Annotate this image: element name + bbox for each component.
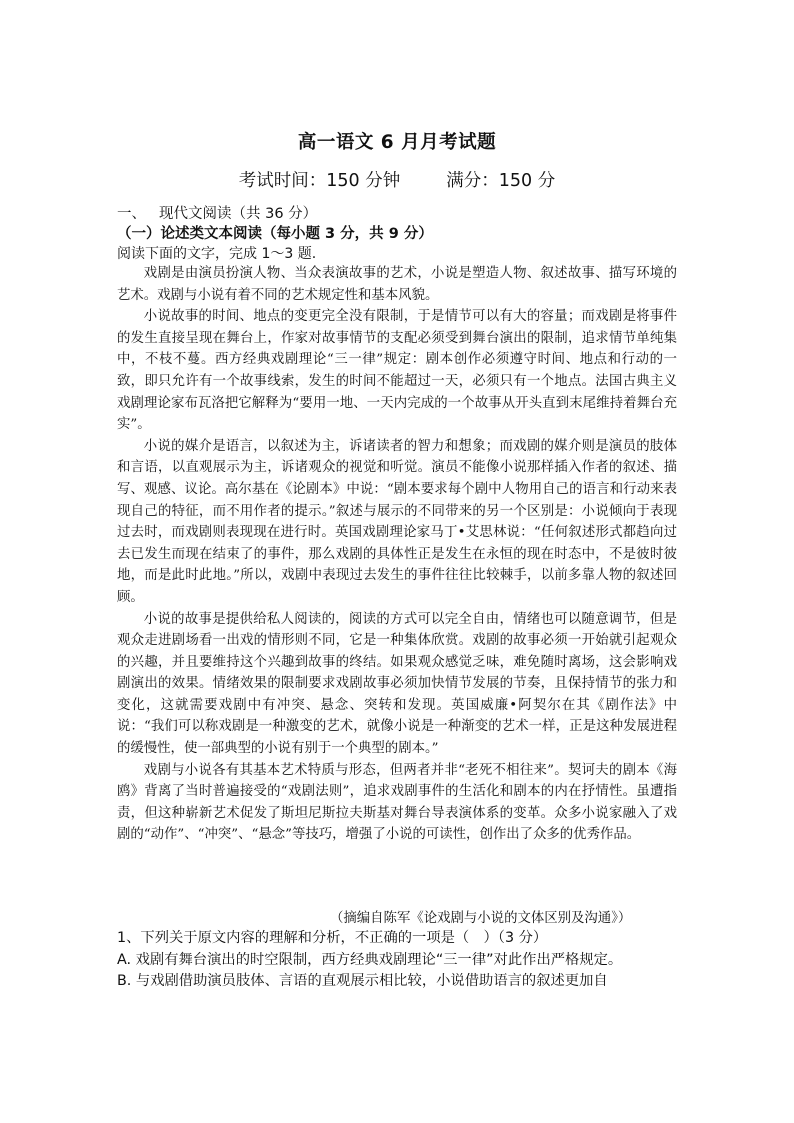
passage-paragraph: 小说故事的时间、地点的变更完全没有限制，于是情节可以有大的容量；而戏剧是将事件的发生直接呈现在舞台上，作家对故事情节的支配必须受到舞台演出的限制，追求情节单纯集中，不枝不蔓。西方经典戏剧理论“三一律”规定：剧本创作必须遵守时间、地点和行动的一致，即只允许有一个故事线索，发生的时间不能超过一天，必须只有一个地点。法国古典主义戏剧理论家布瓦洛把它解释为“要用一地、一天内完成的一个故事从开头直到末尾维持着舞台充实”。 xyxy=(117,309,677,433)
section-heading xyxy=(117,202,317,223)
passage-paragraph: 小说的故事是提供给私人阅读的，阅读的方式可以完全自由，情绪也可以随意调节，但是观众走进剧场看一出戏的情形则不同，它是一种集体欣赏。戏剧的故事必须一开始就引起观众的兴趣，并且要维持这个兴趣到故事的终结。如果观众感觉乏味，难免随时离场，这会影响戏剧演出的效果。情绪效果的限制要求戏剧故事必须加快情节发展的节奏，且保持情节的张力和变化，这就需要戏剧中有冲突、悬念、突转和发现。英国威廉•阿契尔在其《剧作法》中说：“我们可以称戏剧是一种激变的艺术，就像小说是一种渐变的艺术一样，正是这种发展进程的缓慢性，使一部典型的小说有别于一个典型的剧本。” xyxy=(117,611,677,757)
exam-score: 满分：150 分 xyxy=(446,171,556,191)
question-stem: 1、下列关于原文内容的理解和分析，不正确的一项是（ ）（3 分） xyxy=(117,930,548,946)
reading-passage xyxy=(117,263,677,846)
reading-instruction: 阅读下面的文字，完成 1～3 题. xyxy=(117,246,317,262)
section-number: 一、 xyxy=(117,206,146,222)
exam-time: 考试时间：150 分钟 xyxy=(238,171,401,191)
question-1 xyxy=(117,928,677,993)
passage-paragraph: 小说的媒介是语言，以叙述为主，诉诸读者的智力和想象；而戏剧的媒介则是演员的肢体和言语，以直观展示为主，诉诸观众的视觉和听觉。演员不能像小说那样插入作者的叙述、描写、观感、议论。高尔基在《论剧本》中说：“剧本要求每个剧中人物用自己的语言和行动来表现自己的特征，而不用作者的提示。”叙述与展示的不同带来的另一个区别是：小说倾向于表现过去时，而戏剧则表现现在进行时。英国戏剧理论家马丁•艾思林说：“任何叙述形式都趋向过去已发生而现在结束了的事件，那么戏剧的具体性正是发生在永恒的现在时态中，不是彼时彼地，而是此时此地。”所以，戏剧中表现过去发生的事件往往比较棘手，以前多靠人物的叙述回顾。 xyxy=(117,438,677,605)
passage-paragraph: 戏剧与小说各有其基本艺术特质与形态，但两者并非“老死不相往来”。契诃夫的剧本《海鸥》背离了当时普遍接受的“戏剧法则”，追求戏剧事件的生活化和剧本的内在抒情性。虽遭指责，但这种崭新艺术促发了斯坦尼斯拉夫斯基对舞台导表演体系的变革。众多小说家融入了戏剧的“动作”、“冲突”、“悬念”等技巧，增强了小说的可读性，创作出了众多的优秀作品。 xyxy=(117,762,677,843)
option-b: B. 与戏剧借助演员肢体、言语的直观展示相比较，小说借助语言的叙述更加自 xyxy=(117,973,608,989)
passage-source: （摘编自陈军《论戏剧与小说的文体区别及沟通》） xyxy=(330,911,632,926)
passage-paragraph: 戏剧是由演员扮演人物、当众表演故事的艺术，小说是塑造人物、叙述故事、描写环境的艺术。戏剧与小说有着不同的艺术规定性和基本风貌。 xyxy=(117,266,677,303)
section-title: 现代文阅读（共 36 分） xyxy=(159,206,318,222)
exam-meta xyxy=(0,167,794,192)
option-a: A. 戏剧有舞台演出的时空限制，西方经典戏剧理论“三一律”对此作出严格规定。 xyxy=(117,951,623,968)
page-title: 高一语文 6 月月考试题 xyxy=(297,132,497,153)
subsection-heading: （一）论述类文本阅读（每小题 3 分，共 9 分） xyxy=(117,226,433,242)
